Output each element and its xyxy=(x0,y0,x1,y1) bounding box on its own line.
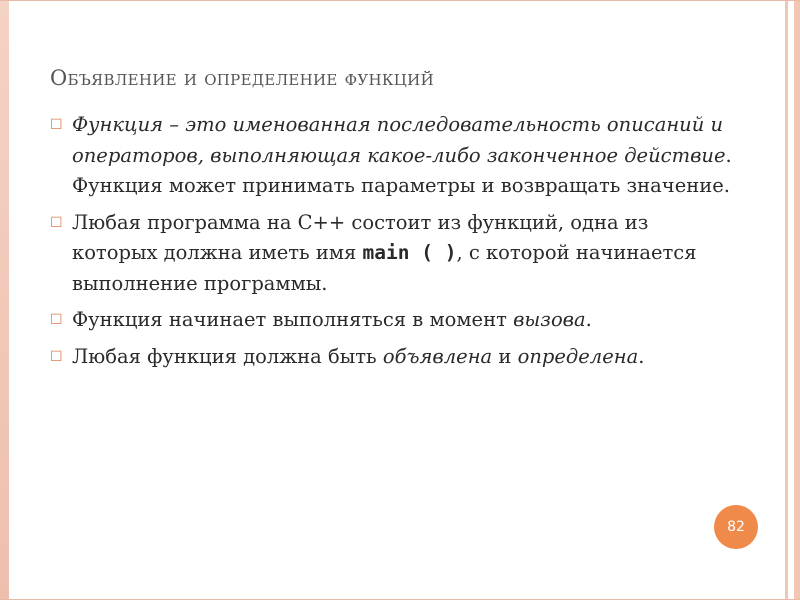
bullet-text: . Функция может принимать параметры и возвращать значение. xyxy=(72,143,732,197)
left-frame-bar xyxy=(0,0,9,600)
bullet-item-4 xyxy=(50,342,740,373)
hollow-square-bullet-icon: ☐ xyxy=(50,214,63,231)
bullet-text: , с которой начинается выполнение программы. xyxy=(72,241,697,295)
code-main: main ( ) xyxy=(362,241,457,264)
hollow-square-bullet-icon: ☐ xyxy=(50,312,63,328)
right-frame-line xyxy=(785,0,788,600)
slide-title: Объявление и определение функций xyxy=(50,66,434,90)
bullet-text-italic: объявлена xyxy=(382,344,493,368)
bullet-text: Любая функция должна быть xyxy=(72,344,383,368)
bullet-item-3 xyxy=(50,305,740,336)
bullet-text-italic: определена xyxy=(517,344,639,368)
top-frame-line xyxy=(0,0,800,1)
bullet-text-italic: Функция – это именованная последовательность описаний и операторов, выполняющая какое-либо законченное действие xyxy=(72,113,726,167)
page-number-badge: 82 xyxy=(714,505,758,549)
bullet-text: Функция начинает выполняться в момент xyxy=(72,308,514,331)
bullet-item-2 xyxy=(50,208,740,300)
bullet-text: Любая программа на С++ состоит из функций, одна из которых должна иметь имя xyxy=(72,210,649,264)
right-frame-bar xyxy=(794,0,800,600)
bullet-text: и xyxy=(492,344,518,368)
bullet-text-italic: вызова xyxy=(513,308,586,331)
hollow-square-bullet-icon: ☐ xyxy=(50,117,63,133)
bullet-text: . xyxy=(585,308,592,331)
bullet-text: . xyxy=(638,344,645,368)
bullet-list xyxy=(50,110,740,378)
hollow-square-bullet-icon: ☐ xyxy=(50,348,63,365)
bullet-item-1 xyxy=(50,110,740,202)
